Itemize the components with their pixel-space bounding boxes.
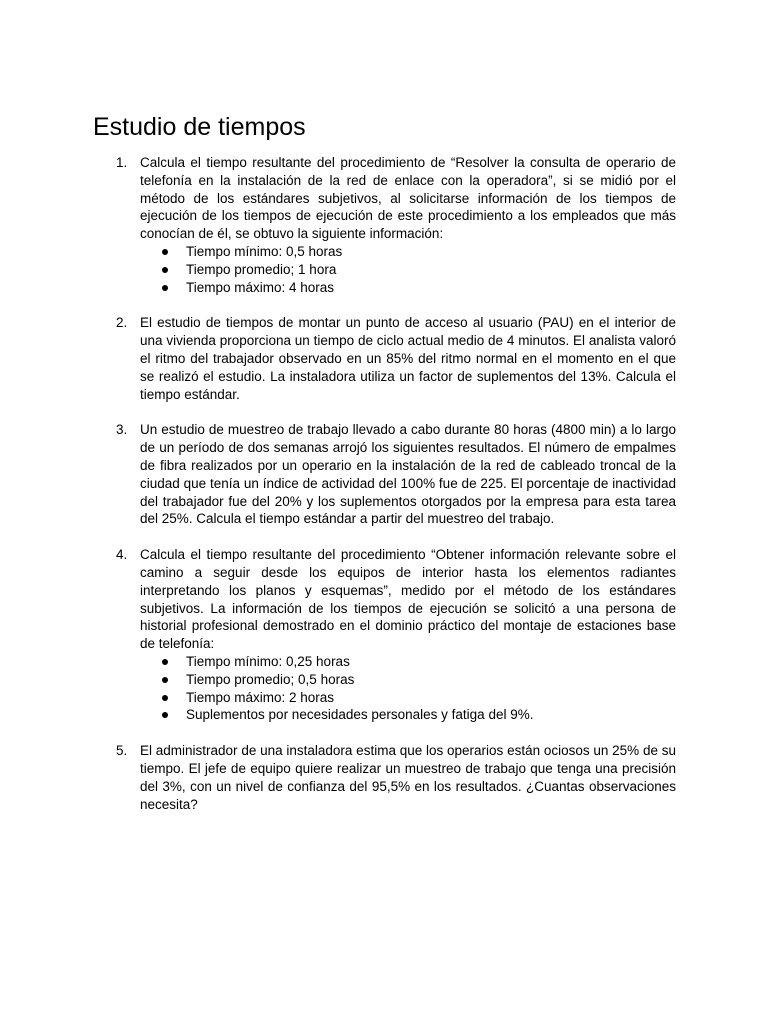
question-number: 1. <box>116 155 128 170</box>
page-title: Estudio de tiempos <box>93 113 306 141</box>
bullet-item <box>140 243 676 261</box>
question-number: 3. <box>116 422 128 438</box>
bullet-item <box>140 653 676 671</box>
question-3 <box>93 421 676 528</box>
question-text: El administrador de una instaladora estima que los operarios están ociosos un 25% de su tiempo. El jefe de equipo quiere realizar un muestreo de trabajo que tenga una precisión del 3%, con un nivel de confianza del 95,5% en los resultados. ¿Cuantas observaciones necesita? <box>140 743 676 812</box>
bullet-icon <box>162 267 168 273</box>
bullet-icon <box>162 285 168 291</box>
bullet-icon <box>162 249 168 255</box>
bullet-text: Suplementos por necesidades personales y fatiga del 9%. <box>186 707 534 723</box>
bullet-text: Tiempo mínimo: 0,5 horas <box>186 243 343 259</box>
bullet-text: Tiempo promedio; 1 hora <box>186 261 337 277</box>
question-text: El estudio de tiempos de montar un punto de acceso al usuario (PAU) en el interior de una vivienda proporciona un tiempo de ciclo actual medio de 4 minutos. El analista valoró el ritmo del trabajador observado en un 85% del ritmo normal en el momento en el que se realizó el estudio. La instaladora utiliza un factor de suplementos del 13%. Calcula el tiempo estándar. <box>140 315 676 402</box>
bullet-icon <box>162 712 168 718</box>
bullet-item <box>140 261 676 279</box>
bullet-item <box>140 671 676 689</box>
question-text: Calcula el tiempo resultante del procedimiento de “Resolver la consulta de operario de telefonía en la instalación de la red de enlace con la operadora”, si se midió por el método de los estándares subjetivos, al solicitarse información de los tiempos de ejecución de los tiempos de ejecución de este procedimiento a los empleados que más conocían de él, se obtuvo la siguiente información: <box>140 155 676 242</box>
questions-list <box>93 154 676 813</box>
bullet-icon <box>162 695 168 701</box>
question-4 <box>93 546 676 724</box>
question-text: Calcula el tiempo resultante del procedimiento “Obtener información relevante sobre el camino a seguir desde los equipos de interior hasta los elementos radiantes interpretando los planos y esquemas”, medido por el método de los estándares subjetivos. La información de los tiempos de ejecución se solicitó a una persona de historial profesional demostrado en el dominio práctico del montaje de estaciones base de telefonía: <box>140 547 676 652</box>
question-text: Un estudio de muestreo de trabajo llevado a cabo durante 80 horas (4800 min) a lo largo de un período de dos semanas arrojó los siguientes resultados. El número de empalmes de fibra realizados por un operario en la instalación de la red de cableado troncal de la ciudad que tenía un índice de actividad del 100% fue de 225. El porcentaje de inactividad del trabajador fue del 20% y los suplementos otorgados por la empresa para esta tarea del 25%. Calcula el tiempo estándar a partir del muestreo del trabajo. <box>140 422 676 527</box>
bullet-icon <box>162 659 168 665</box>
bullet-text: Tiempo máximo: 4 horas <box>186 279 335 295</box>
question-1 <box>93 154 676 296</box>
question-2 <box>93 314 676 403</box>
bullet-item <box>140 279 676 297</box>
question-number: 4. <box>116 547 128 563</box>
bullet-text: Tiempo promedio; 0,5 horas <box>186 671 355 687</box>
question-5 <box>93 742 676 813</box>
bullet-item <box>140 706 676 724</box>
bullet-icon <box>162 677 168 683</box>
document-page <box>93 112 676 831</box>
bullet-item <box>140 689 676 707</box>
question-number: 5. <box>116 743 128 759</box>
bullet-list <box>140 243 676 296</box>
bullet-list <box>140 653 676 724</box>
bullet-text: Tiempo mínimo: 0,25 horas <box>186 653 350 669</box>
bullet-text: Tiempo máximo: 2 horas <box>186 689 335 705</box>
question-number: 2. <box>116 315 128 331</box>
